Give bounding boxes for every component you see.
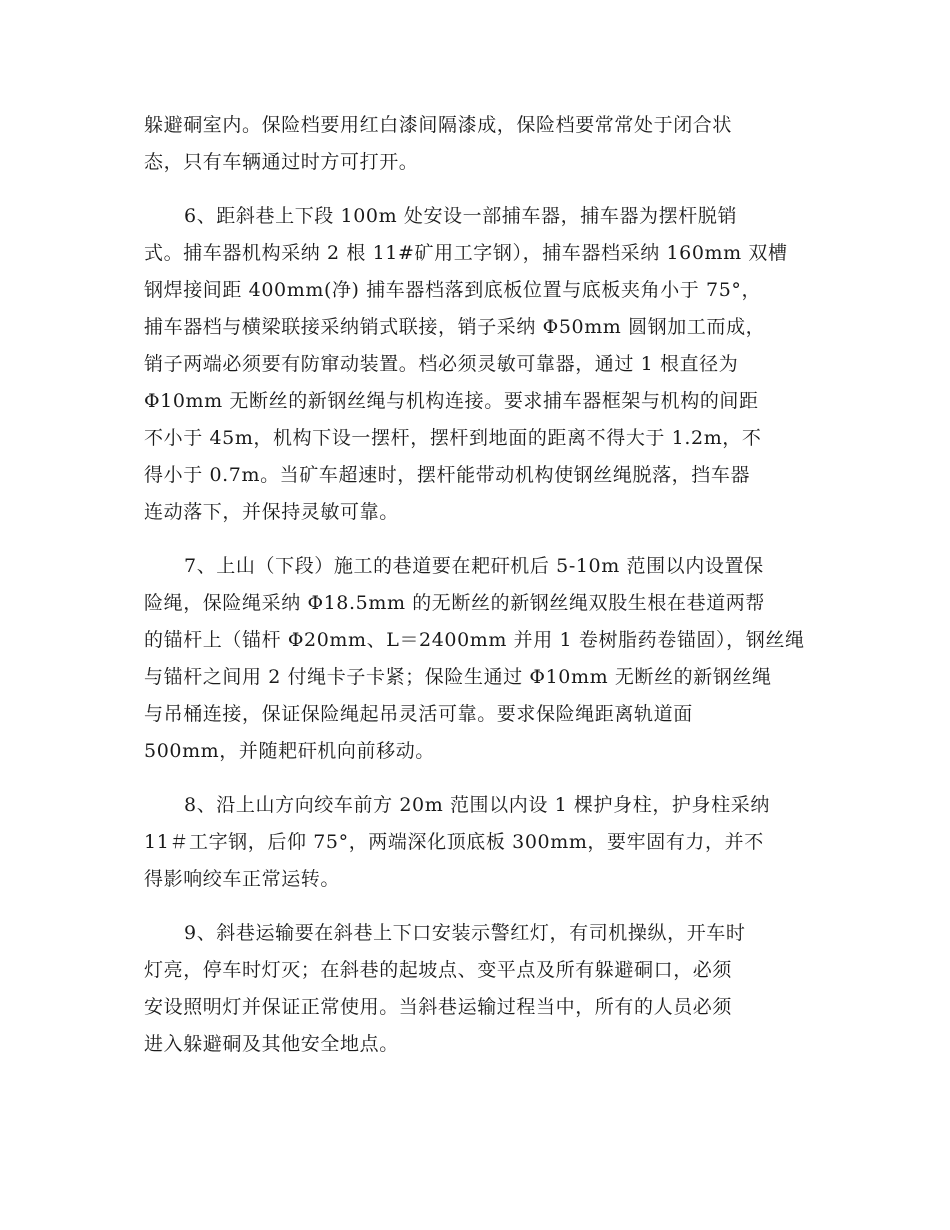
text-line: 与锚杆之间用 2 付绳卡子卡紧；保险生通过 Φ10mm 无断丝的新钢丝绳 [144,666,772,688]
text-line: 销子两端必须要有防窜动装置。档必须灵敏可靠器，通过 1 根直径为 [144,353,739,375]
paragraph-8-first-line: 8、沿上山方向绞车前方 20m 范围以内设 1 棵护身柱，护身柱采纳 [184,794,770,816]
text-line: 态，只有车辆通过时方可打开。 [144,151,419,173]
text-line: 钢焊接间距 400mm(净) 捕车器档落到底板位置与底板夹角小于 75°， [144,279,762,301]
text-line: 进入躲避硐及其他安全地点。 [144,1033,399,1055]
text-line: 500mm，并随耙矸机向前移动。 [144,740,435,762]
paragraph-7-first-line: 7、上山（下段）施工的巷道要在耙矸机后 5-10m 范围以内设置保 [184,555,764,577]
text-line: 连动落下，并保持灵敏可靠。 [144,501,399,523]
paragraph-9-first-line: 9、斜巷运输要在斜巷上下口安装示警红灯，有司机操纵，开车时 [184,922,746,944]
text-line: 险绳，保险绳采纳 Φ18.5mm 的无断丝的新钢丝绳双股生根在巷道两帮 [144,592,765,614]
text-line: 与吊桶连接，保证保险绳起吊灵活可靠。要求保险绳距离轨道面 [144,703,693,725]
text-line: 得小于 0.7m。当矿车超速时，摆杆能带动机构使钢丝绳脱落，挡车器 [144,464,751,486]
text-line: 不小于 45m，机构下设一摆杆，摆杆到地面的距离不得大于 1.2m，不 [144,427,762,449]
text-line: 捕车器档与横梁联接采纳销式联接，销子采纳 Φ50mm 圆钢加工而成， [144,316,766,338]
text-line: 式。捕车器机构采纳 2 根 11#矿用工字钢），捕车器档采纳 160mm 双槽 [144,242,788,264]
text-line: 灯亮，停车时灯灭；在斜巷的起坡点、变平点及所有躲避硐口，必须 [144,959,733,981]
text-line: 11＃工字钢，后仰 75°，两端深化顶底板 300mm，要牢固有力，并不 [144,831,764,853]
text-line: Φ10mm 无断丝的新钢丝绳与机构连接。要求捕车器框架与机构的间距 [144,390,759,412]
text-line: 安设照明灯并保证正常使用。当斜巷运输过程当中，所有的人员必须 [144,996,733,1018]
paragraph-6-first-line: 6、距斜巷上下段 100m 处安设一部捕车器，捕车器为摆杆脱销 [184,205,738,227]
text-line: 躲避硐室内。保险档要用红白漆间隔漆成，保险档要常常处于闭合状 [144,114,733,136]
text-line: 得影响绞车正常运转。 [144,868,341,890]
text-line: 的锚杆上（锚杆 Φ20mm、L＝2400mm 并用 1 卷树脂药卷锚固），钢丝绳 [144,629,805,651]
